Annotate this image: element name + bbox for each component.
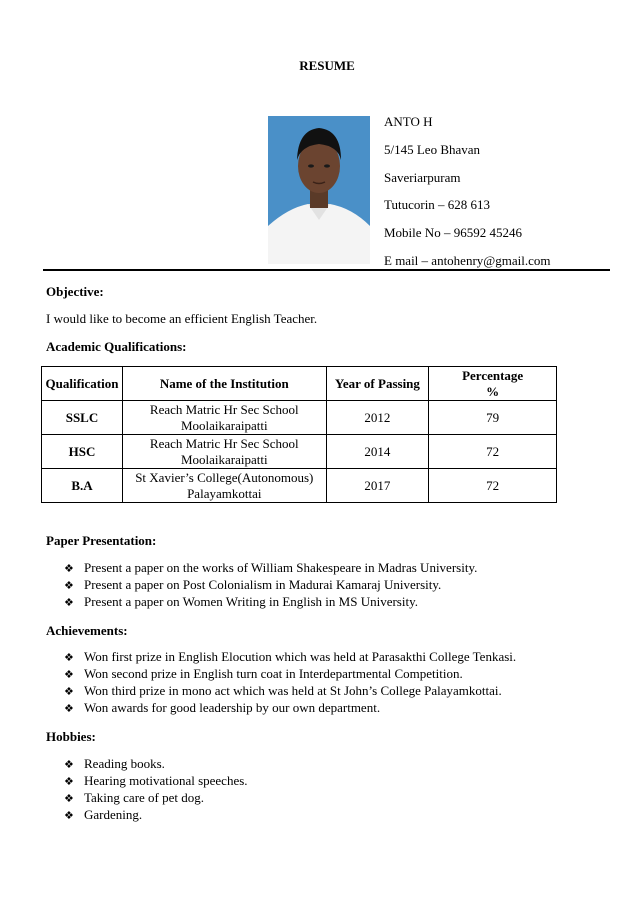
- bullet-diamond-icon: ❖: [64, 563, 74, 575]
- header-divider: [43, 269, 610, 271]
- contact-email: E mail – antohenry@gmail.com: [384, 253, 551, 268]
- list-item: [64, 559, 477, 576]
- bullet-diamond-icon: ❖: [64, 669, 74, 681]
- cell-institution: [122, 401, 326, 435]
- list-item: [64, 665, 516, 682]
- list-item-text: Won second prize in English turn coat in Interdepartmental Competition.: [84, 666, 463, 681]
- institution-name: Reach Matric Hr Sec School: [149, 435, 299, 451]
- list-item-text: Taking care of pet dog.: [84, 790, 205, 805]
- list-item: [64, 648, 516, 665]
- header-percentage-symbol: %: [486, 383, 500, 399]
- bullet-diamond-icon: ❖: [64, 810, 74, 822]
- institution-name: St Xavier’s College(Autonomous): [135, 469, 314, 485]
- table-row: [42, 469, 557, 503]
- person-photo-icon: [268, 116, 370, 264]
- achievements-list: [64, 648, 516, 716]
- bullet-diamond-icon: ❖: [64, 580, 74, 592]
- institution-place: Moolaikaraipatti: [180, 417, 268, 433]
- list-item: [64, 789, 248, 806]
- list-item-text: Won third prize in mono act which was held at St John’s College Palayamkottai.: [84, 683, 502, 698]
- institution-place: Moolaikaraipatti: [180, 451, 268, 467]
- contact-mobile: Mobile No – 96592 45246: [384, 225, 522, 240]
- achievements-heading: Achievements:: [46, 623, 128, 638]
- objective-heading: Objective:: [46, 284, 104, 299]
- list-item-text: Present a paper on Post Colonialism in Madurai Kamaraj University.: [84, 577, 442, 592]
- list-item-text: Gardening.: [84, 807, 143, 822]
- header-year: Year of Passing: [326, 367, 429, 401]
- cell-percentage: 72: [429, 469, 557, 503]
- list-item: [64, 806, 248, 823]
- institution-name: Reach Matric Hr Sec School: [149, 401, 299, 417]
- institution-place: Palayamkottai: [187, 485, 262, 501]
- list-item: [64, 576, 477, 593]
- bullet-diamond-icon: ❖: [64, 793, 74, 805]
- bullet-diamond-icon: ❖: [64, 703, 74, 715]
- objective-text: I would like to become an efficient English Teacher.: [46, 311, 318, 326]
- header-percentage-label: Percentage: [462, 367, 524, 383]
- table-row: [42, 435, 557, 469]
- list-item: [64, 755, 248, 772]
- bullet-diamond-icon: ❖: [64, 686, 74, 698]
- cell-percentage: 79: [429, 401, 557, 435]
- bullet-diamond-icon: ❖: [64, 776, 74, 788]
- cell-year: 2012: [326, 401, 429, 435]
- cell-institution: [122, 469, 326, 503]
- cell-qualification: HSC: [42, 435, 123, 469]
- list-item: [64, 772, 248, 789]
- list-item-text: Won first prize in English Elocution which was held at Parasakthi College Tenkasi.: [84, 649, 517, 664]
- resume-title: RESUME: [299, 58, 355, 73]
- cell-qualification: SSLC: [42, 401, 123, 435]
- qualifications-table: [41, 366, 557, 503]
- contact-address-line2: Saveriarpuram: [384, 170, 461, 185]
- list-item: [64, 593, 477, 610]
- profile-photo: [268, 116, 370, 264]
- contact-city: Tutucorin – 628 613: [384, 197, 491, 212]
- cell-year: 2014: [326, 435, 429, 469]
- hobbies-list: [64, 755, 248, 823]
- list-item-text: Hearing motivational speeches.: [84, 773, 248, 788]
- papers-heading: Paper Presentation:: [46, 533, 157, 548]
- bullet-diamond-icon: ❖: [64, 597, 74, 609]
- list-item: [64, 699, 516, 716]
- bullet-diamond-icon: ❖: [64, 652, 74, 664]
- table-header-row: [42, 367, 557, 401]
- table-row: [42, 401, 557, 435]
- list-item-text: Present a paper on Women Writing in English in MS University.: [84, 594, 418, 609]
- academic-heading: Academic Qualifications:: [46, 339, 187, 354]
- header-institution: Name of the Institution: [122, 367, 326, 401]
- cell-qualification: B.A: [42, 469, 123, 503]
- cell-institution: [122, 435, 326, 469]
- contact-name: ANTO H: [384, 114, 433, 129]
- hobbies-heading: Hobbies:: [46, 729, 96, 744]
- bullet-diamond-icon: ❖: [64, 759, 74, 771]
- list-item-text: Present a paper on the works of William Shakespeare in Madras University.: [84, 560, 478, 575]
- list-item: [64, 682, 516, 699]
- papers-list: [64, 559, 477, 610]
- contact-address-line1: 5/145 Leo Bhavan: [384, 142, 481, 157]
- list-item-text: Won awards for good leadership by our own department.: [84, 700, 381, 715]
- cell-year: 2017: [326, 469, 429, 503]
- cell-percentage: 72: [429, 435, 557, 469]
- list-item-text: Reading books.: [84, 756, 165, 771]
- header-qualification: Qualification: [42, 367, 123, 401]
- header-percentage: [429, 367, 557, 401]
